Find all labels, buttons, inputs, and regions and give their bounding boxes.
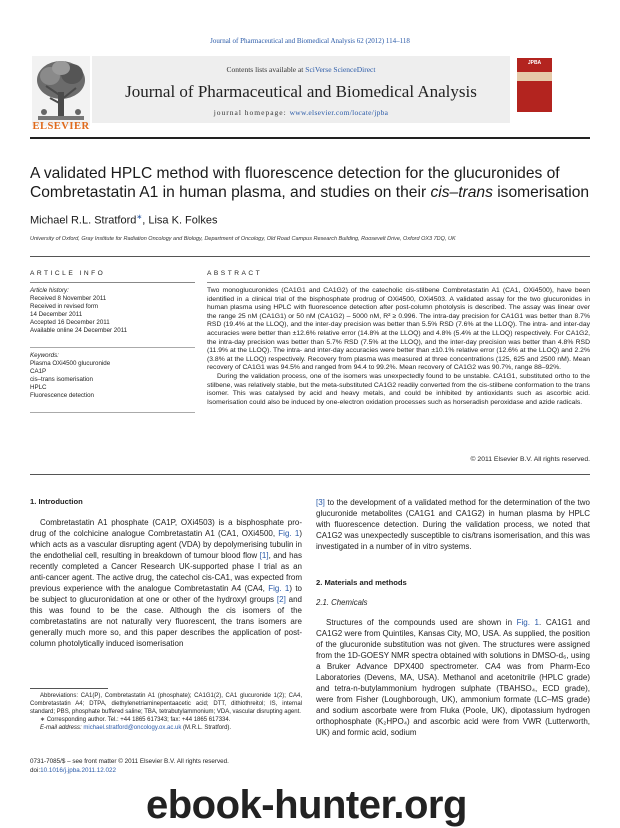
keyword-item: HPLC: [30, 384, 47, 391]
figure-1-link[interactable]: Fig. 1: [278, 529, 300, 538]
homepage-link[interactable]: www.elsevier.com/locate/jpba: [289, 108, 389, 117]
elsevier-wordmark: ELSEVIER: [32, 121, 90, 132]
chemicals-paragraph: [316, 617, 590, 738]
header-rule: [30, 137, 590, 139]
author-email-link[interactable]: michael.stratford@oncology.ox.ac.uk: [83, 725, 182, 731]
history-item: Accepted 16 December 2011: [30, 319, 110, 326]
article-title-line2: [30, 183, 590, 202]
author-stratford: Michael R.L. Stratford: [30, 214, 137, 227]
author-separator: ,: [142, 214, 149, 227]
reference-1-link[interactable]: [1]: [259, 551, 269, 560]
intro-text: and this was found to be the case. Although the cis isomers of the combretastatins are not naturally very fluorescent, the trans isomers are generally much more so, and this paper describes the application of post-column photolytically induced isomerisation: [30, 595, 303, 648]
history-item: 14 December 2011: [30, 311, 83, 318]
materials-methods-heading: 2. Materials and methods: [316, 578, 407, 587]
author-folkes: Lisa K. Folkes: [148, 214, 218, 227]
article-history: [30, 287, 195, 335]
journal-cover-label: JPBA: [527, 60, 542, 66]
email-footnote: [30, 724, 302, 732]
continuation-text: to the development of a validated method for the determination of the two glucuronide metabolites (CA1G1 and CA1G2) in human plasma by HPLC with fluorescence detection. During the validation process, we noted that CA1G2 was unexpectedly susceptible to cis/trans isomerisation, and this was investigated in a number of in vitro systems.: [316, 498, 590, 551]
abstract-bottom-rule: [30, 474, 590, 475]
journal-cover-band: [517, 72, 552, 81]
contents-prefix: Contents lists available at: [226, 65, 306, 74]
title-part-c: isomerisation: [492, 184, 590, 201]
history-item: Available online 24 December 2011: [30, 327, 128, 334]
doi-line: [30, 767, 116, 774]
article-title-line1: A validated HPLC method with fluorescence detection for the glucuronides of: [30, 165, 560, 182]
chemicals-text: Structures of the compounds used are shown in: [326, 618, 517, 627]
homepage-prefix: journal homepage:: [213, 108, 290, 117]
abstract-body: [207, 287, 590, 407]
article-title: [30, 164, 590, 202]
introduction-heading: 1. Introduction: [30, 497, 83, 506]
reference-3-link[interactable]: [3]: [316, 498, 325, 507]
keyword-item: Fluorescence detection: [30, 392, 94, 399]
reference-2-link[interactable]: [2]: [276, 595, 286, 604]
article-info-heading: ARTICLE INFO: [30, 270, 106, 277]
email-suffix: (M.R.L. Stratford).: [181, 725, 232, 731]
homepage-line: [92, 108, 510, 117]
chemicals-body: [316, 617, 590, 738]
right-column-continuation: [316, 497, 590, 552]
keywords-rule: [30, 347, 195, 348]
abbreviations-footnote: Abbreviations: CA1(P), Combretastatin A1 (phosphate); CA1G1(2), CA1 glucuronide 1(2); CA4, Combretastatin A4; DTPA, diethylenetriaminepentaacetic acid; DTT, dithiothreitol; IS, internal standard; PBS, phosphate buffered saline; TBA, tetrabutylammonium; VDA, vascular disrupting agent.: [30, 693, 302, 715]
keyword-item: Plasma OXi4500 glucuronide: [30, 360, 111, 367]
intro-text: , and has recently completed a Cancer Research UK-supported phase I trial as an anti-cancer agent. The active drug, the catechol cis-CA1, was expected from previous experience with the analogue Combretastatin A4 (CA4,: [30, 551, 302, 593]
email-label: E-mail address:: [40, 725, 84, 731]
keywords-label: Keywords:: [30, 352, 59, 359]
abstract-copyright: © 2011 Elsevier B.V. All rights reserved.: [470, 456, 590, 463]
contents-line: [92, 65, 510, 74]
title-rule: [30, 256, 590, 257]
title-part-a: Combretastatin A1 in human plasma, and studies on their: [30, 184, 431, 201]
history-item: Received in revised form: [30, 303, 99, 310]
journal-title: Journal of Pharmaceutical and Biomedical Analysis: [125, 82, 477, 101]
corresponding-author-mark[interactable]: ∗: [136, 214, 143, 221]
title-part-cis-trans: cis–trans: [430, 184, 493, 201]
elsevier-tree-logo-icon: [32, 50, 90, 132]
figure-1-link[interactable]: Fig. 1: [268, 584, 290, 593]
footnotes: [30, 692, 302, 732]
figure-1-link[interactable]: Fig. 1: [516, 618, 540, 627]
abstract-paragraph-1: Two monoglucuronides (CA1G1 and CA1G2) of the catecholic cis-stilbene Combretastatin A1 (CA1, OXi4500), have been identified in a clinical trial of the bisphosphate prodrug of OXi4500, OXi4503. A validated assay for the two glucuronides in human plasma using HPLC with fluorescence detection after post-column photolysis is described. The assay was linear over the range 25 nM (CA1G1) or 50 nM (CA1G2) – 5000 nM, R² ≥ 0.996. The intra-day precision for CA1G1 was better than 8.7% RSD (19.4% at the LLOQ), and the inter-day precision was better than 5.5% RSD (7.6% at the LLOQ). The intra- and inter-day accuracies were better than ±12.6% relative error (14.8% at the LLOQ) and 4.8% (5.4% at the LLOQ) respectively. For CA1G2, the intra-day precision was better than 5.7% RSD (7.5% at the LLOQ), and the inter-day precision was better than 4.8% RSD (11.9% at the LLOQ). The intra- and inter-day accuracies were better than ±10.1% relative error (12.6% at the LLOQ) and 2.2% (3.8% at the LLOQ) respectively. Recovery from plasma was measured at three concentrations (125, 625 and 2500 nM). Mean recovery of CA1G1 was 94.5% and ranged from 94.4 to 99.2%. Mean recovery of CA1G2 was 90.7%, range 88–92%.: [207, 287, 590, 372]
intro-text: Combretastatin A1 phosphate (CA1P, OXi4503) is a bisphosphate pro-drug of the colchicine analogue Combretastatin A1 (CA1, OXi4500,: [30, 518, 302, 538]
sciencedirect-link[interactable]: SciVerse ScienceDirect: [305, 65, 376, 74]
doi-link[interactable]: 10.1016/j.jpba.2011.12.022: [40, 767, 117, 774]
article-info-rule: [30, 282, 195, 283]
author-list: [30, 213, 217, 227]
footnote-rule: [30, 688, 108, 689]
watermark: ebook-hunter.org: [146, 783, 467, 827]
journal-cover-thumbnail[interactable]: [517, 58, 552, 112]
keywords: [30, 352, 195, 400]
journal-citation[interactable]: Journal of Pharmaceutical and Biomedical Analysis 62 (2012) 114–118: [210, 37, 410, 45]
keyword-item: CA1P: [30, 368, 47, 375]
chemicals-subheading: 2.1. Chemicals: [316, 598, 368, 607]
chemicals-text: . CA1G1 and CA1G2 were from Quintiles, Kansas City, MO, USA. As supplied, the position of the glucuronide substitution was not given. The structures were assigned from the 1D-GOESY NMR spectra obtained with solutions in DMSO-d₆, using a Bruker Advance DPX400 spectrometer. CA4 was from Pharm-Eco Laboratories (Devens, MA, USA). Methanol and acetonitrile (HPLC grade) and tetra-n-butylammonium hydrogen sulphate (TBAHSO₄, ECD grade), were from Fisher (Loughborough, UK), ammonium formate (LC–MS grade) and sodium ascorbate were from Fluka (Poole, UK), dipotassium hydrogen orthophosphate (K₂HPO₄) and ascorbic acid were from VWR (Lutterworth, UK) and formic acid, sodium: [316, 618, 591, 737]
intro-text: ) which acts as a vascular disrupting agent (VDA) by depolymerising tubulin in the endothelial cell, resulting in breakdown of tumour blood flow: [30, 529, 302, 560]
keyword-item: cis–trans isomerisation: [30, 376, 93, 383]
intro-text: ) to be subject to glucuronidation at one or other of the hydroxyl groups: [30, 584, 302, 604]
abstract-heading: ABSTRACT: [207, 270, 263, 277]
history-label: Article history:: [30, 287, 69, 294]
affiliation: University of Oxford, Gray Institute for Radiation Oncology and Biology, Department of Oncology, Old Road Campus Research Building, Roosevelt Drive, Oxford OX3 7DQ, UK: [30, 236, 456, 242]
article-info-bottom-rule: [30, 412, 195, 413]
introduction-body: [30, 517, 302, 649]
history-item: Received 8 November 2011: [30, 295, 107, 302]
issn-line: 0731-7085/$ – see front matter © 2011 Elsevier B.V. All rights reserved.: [30, 758, 229, 765]
abstract-rule: [207, 282, 590, 283]
intro-paragraph: [30, 517, 302, 649]
abstract-paragraph-2: During the validation process, one of the isomers was unexpectedly found to be unstable. CA1G1, substituted ortho to the stilbene, was relatively stable, but the meta-substituted CA1G2 readily converted from the cis-stilbene conformation to the trans isomer. This was catalysed by acid and heavy metals, and could be inhibited by antioxidants such as ascorbic acid. Isomerisation could also be induced by one-electron oxidation processes such as horseradish peroxidase and azide radicals.: [207, 372, 590, 406]
corresponding-author-footnote: ∗ Corresponding author. Tel.: +44 1865 617343; fax: +44 1865 617334.: [40, 717, 231, 723]
doi-prefix: doi:: [30, 767, 41, 774]
